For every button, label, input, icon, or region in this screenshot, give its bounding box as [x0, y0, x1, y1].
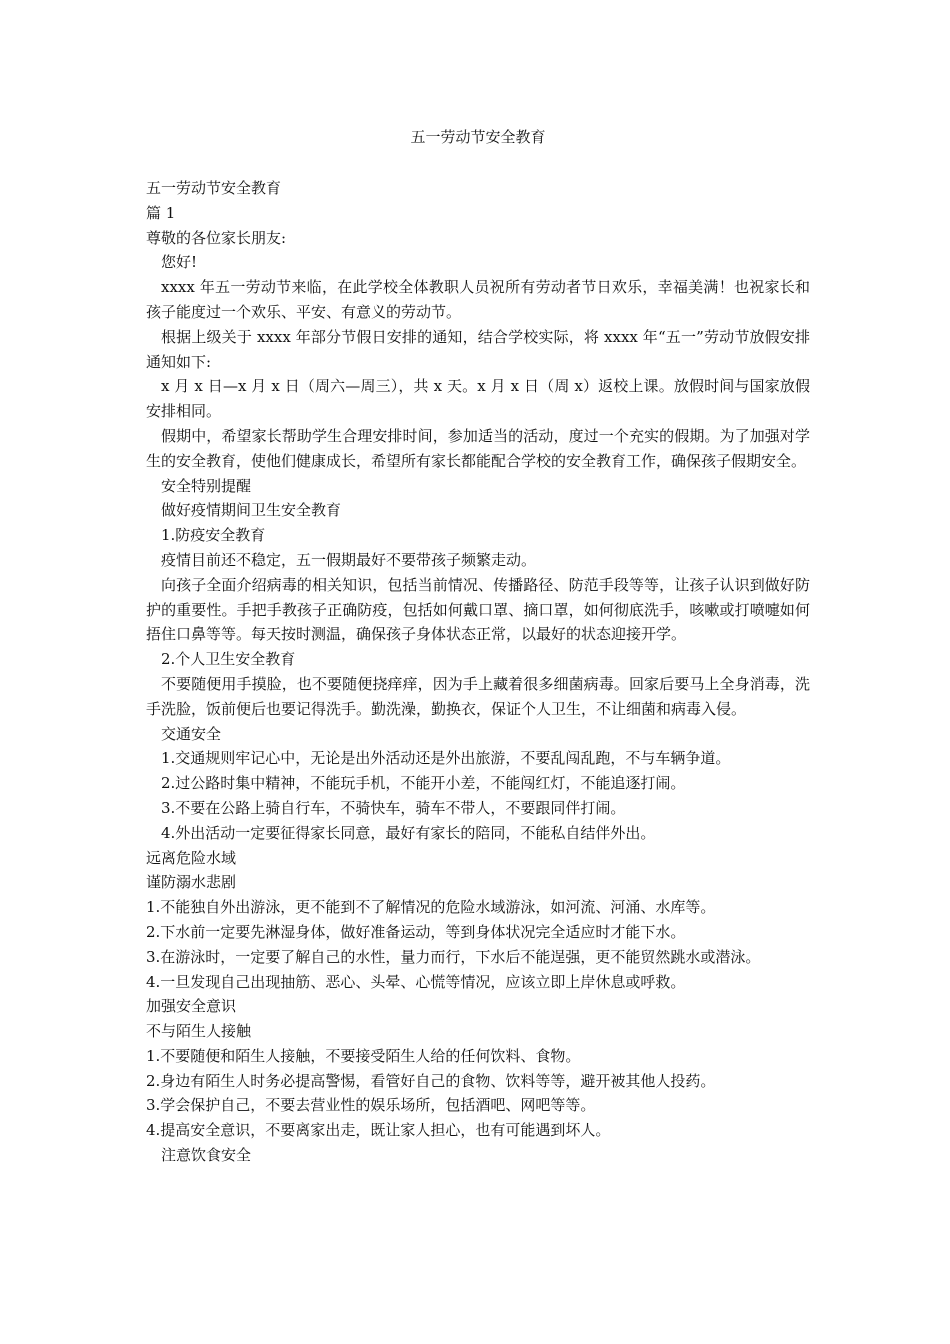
paragraph: xxxx 年五一劳动节来临，在此学校全体教职人员祝所有劳动者节日欢乐，幸福美满！也祝家长和孩子能度过一个欢乐、平安、有意义的劳动节。	[146, 278, 810, 321]
paragraph: 根据上级关于 xxxx 年部分节假日安排的通知，结合学校实际，将 xxxx 年“五一”劳动节放假安排通知如下:	[146, 327, 810, 371]
paragraph: x 月 x 日—x 月 x 日（周六—周三），共 x 天。x 月 x 日（周 x）返校上课。放假时间与国家放假安排相同。	[146, 377, 810, 421]
paragraph: 2.身边有陌生人时务必提高警惕，看管好自己的食物、饮料等等，避开被其他人投药。	[146, 1071, 716, 1090]
paragraph: 疫情目前还不稳定，五一假期最好不要带孩子频繁走动。	[161, 550, 537, 569]
paragraph: 远离危险水域	[146, 848, 237, 867]
paragraph: 尊敬的各位家长朋友:	[146, 228, 287, 247]
paragraph: 4.外出活动一定要征得家长同意，最好有家长的陪同，不能私自结伴外出。	[161, 823, 656, 842]
document-title: 五一劳动节安全教育	[410, 128, 546, 146]
paragraph: 五一劳动节安全教育	[146, 179, 282, 197]
paragraph: 2.个人卫生安全教育	[161, 650, 296, 669]
paragraph: 4.一旦发现自己出现抽筋、恶心、头晕、心慌等情况，应该立即上岸休息或呼救。	[146, 972, 686, 991]
paragraph: 不要随便用手摸脸，也不要随便挠痒痒，因为手上藏着很多细菌病毒。回家后要马上全身消毒，洗手洗脸，饭前便后也要记得洗手。勤洗澡，勤换衣，保证个人卫生，不让细菌和病毒入侵。	[146, 674, 810, 718]
paragraph: 1.防疫安全教育	[161, 526, 266, 545]
paragraph: 1.交通规则牢记心中，无论是出外活动还是外出旅游，不要乱闯乱跑，不与车辆争道。	[161, 749, 731, 768]
paragraph: 1.不要随便和陌生人接触，不要接受陌生人给的任何饮料、食物。	[146, 1046, 581, 1065]
paragraph: 3.不要在公路上骑自行车，不骑快车，骑车不带人，不要跟同伴打闹。	[161, 798, 626, 817]
paragraph: 安全特别提醒	[161, 476, 252, 495]
paragraph: 做好疫情期间卫生安全教育	[161, 501, 342, 520]
paragraph: 篇 1	[146, 203, 176, 222]
paragraph: 3.在游泳时，一定要了解自己的水性，量力而行，下水后不能逞强，更不能贸然跳水或潜泳。	[146, 947, 761, 966]
paragraph: 交通安全	[161, 724, 222, 743]
document-body	[146, 176, 810, 1168]
paragraph: 注意饮食安全	[161, 1146, 252, 1165]
paragraph: 向孩子全面介绍病毒的相关知识，包括当前情况、传播路径、防范手段等等，让孩子认识到做好防护的重要性。手把手教孩子正确防疫，包括如何戴口罩、摘口罩，如何彻底洗手，咳嗽或打喷嚏如何捂住口鼻等等。每天按时测温，确保孩子身体状态正常，以最好的状态迎接开学。	[146, 575, 810, 644]
paragraph: 假期中，希望家长帮助学生合理安排时间，参加适当的活动，度过一个充实的假期。为了加强对学生的安全教育，使他们健康成长，希望所有家长都能配合学校的安全教育工作，确保孩子假期安全。	[146, 426, 810, 470]
paragraph: 2.下水前一定要先淋湿身体，做好准备运动，等到身体状况完全适应时才能下水。	[146, 922, 686, 941]
paragraph: 4.提高安全意识，不要离家出走，既让家人担心，也有可能遇到坏人。	[146, 1121, 611, 1140]
paragraph: 3.学会保护自己，不要去营业性的娱乐场所，包括酒吧、网吧等等。	[146, 1096, 596, 1115]
paragraph: 您好!	[161, 253, 198, 272]
paragraph: 不与陌生人接触	[146, 1022, 252, 1041]
paragraph: 2.过公路时集中精神，不能玩手机，不能开小差，不能闯红灯，不能追逐打闹。	[161, 774, 686, 793]
paragraph: 加强安全意识	[146, 997, 237, 1016]
paragraph: 1.不能独自外出游泳，更不能到不了解情况的危险水域游泳，如河流、河涌、水库等。	[146, 898, 716, 917]
paragraph: 谨防溺水悲剧	[146, 873, 237, 892]
